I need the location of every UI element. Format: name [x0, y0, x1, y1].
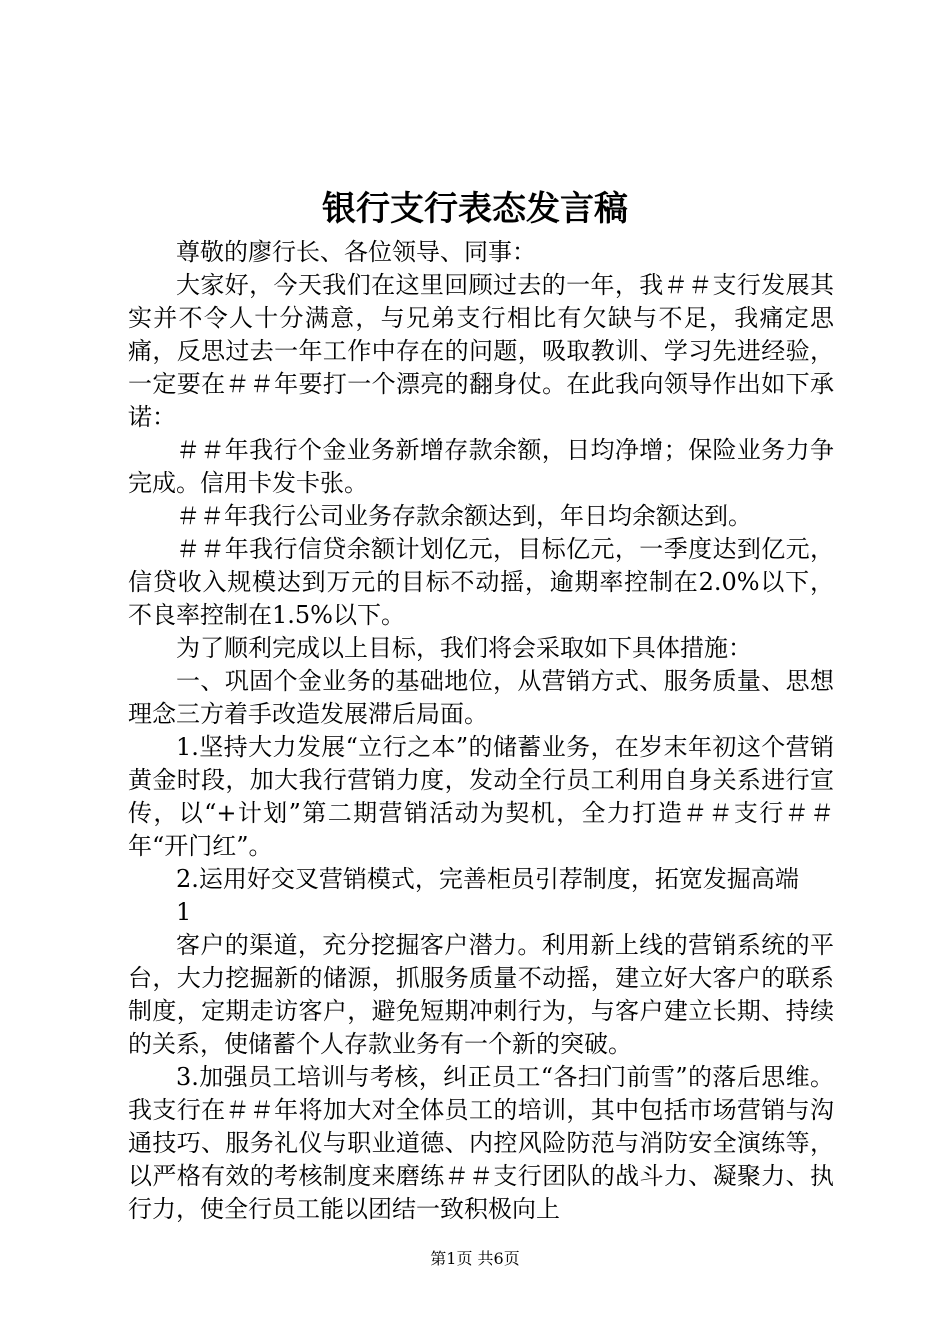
paragraph-item-2: 2.运用好交叉营销模式，完善柜员引荐制度，拓宽发掘高端	[176, 865, 799, 893]
paragraph-commitment-corporate: ＃＃年我行公司业务存款余额达到，年日均余额达到。	[176, 502, 752, 530]
paragraph-item-3: 3.加强员工培训与考核，纠正员工“各扫门前雪”的落后思维。我支行在＃＃年将加大对全体员工的培训，其中包括市场营销与沟通技巧、服务礼仪与职业道德、内控风险防范与消防安全演练等，以严格有效的考核制度来磨练＃＃支行团队的战斗力、凝聚力、执行力，使全行员工能以团结一致积极向上	[128, 1063, 834, 1223]
salutation: 尊敬的廖行长、各位领导、同事：	[176, 238, 536, 266]
paragraph-item-1: 1.坚持大力发展“立行之本”的储蓄业务，在岁末年初这个营销黄金时段，加大我行营销力度，发动全行员工利用自身关系进行宣传，以“+计划”第二期营销活动为契机，全力打造＃＃支行＃＃年“开门红”。	[128, 733, 834, 860]
paragraph-commitment-credit: ＃＃年我行信贷余额计划亿元，目标亿元，一季度达到亿元，信贷收入规模达到万元的目标不动摇，逾期率控制在2.0%以下，不良率控制在1.5%以下。	[128, 535, 834, 629]
paragraph-measure-one: 一、巩固个金业务的基础地位，从营销方式、服务质量、思想理念三方着手改造发展滞后局面。	[128, 667, 834, 728]
paragraph-item-2-continued: 客户的渠道，充分挖掘客户潜力。利用新上线的营销系统的平台，大力挖掘新的储源，抓服务质量不动摇，建立好大客户的联系制度，定期走访客户，避免短期冲刺行为，与客户建立长期、持续的关系，使储蓄个人存款业务有一个新的突破。	[128, 931, 834, 1058]
page-number-marker: 1	[176, 898, 192, 926]
paragraph-intro: 大家好，今天我们在这里回顾过去的一年，我＃＃支行发展其实并不令人十分满意，与兄弟支行相比有欠缺与不足，我痛定思痛，反思过去一年工作中存在的问题，吸取教训、学习先进经验，一定要在＃＃年要打一个漂亮的翻身仗。在此我向领导作出如下承诺：	[128, 271, 834, 431]
document-body	[128, 236, 834, 1226]
paragraph-measures-intro: 为了顺利完成以上目标，我们将会采取如下具体措施：	[176, 634, 752, 662]
page-footer: 第1页 共6页	[430, 1249, 520, 1268]
document-title: 银行支行表态发言稿	[322, 189, 628, 229]
paragraph-commitment-personal: ＃＃年我行个金业务新增存款余额，日均净增；保险业务力争完成。信用卡发卡张。	[128, 436, 834, 497]
